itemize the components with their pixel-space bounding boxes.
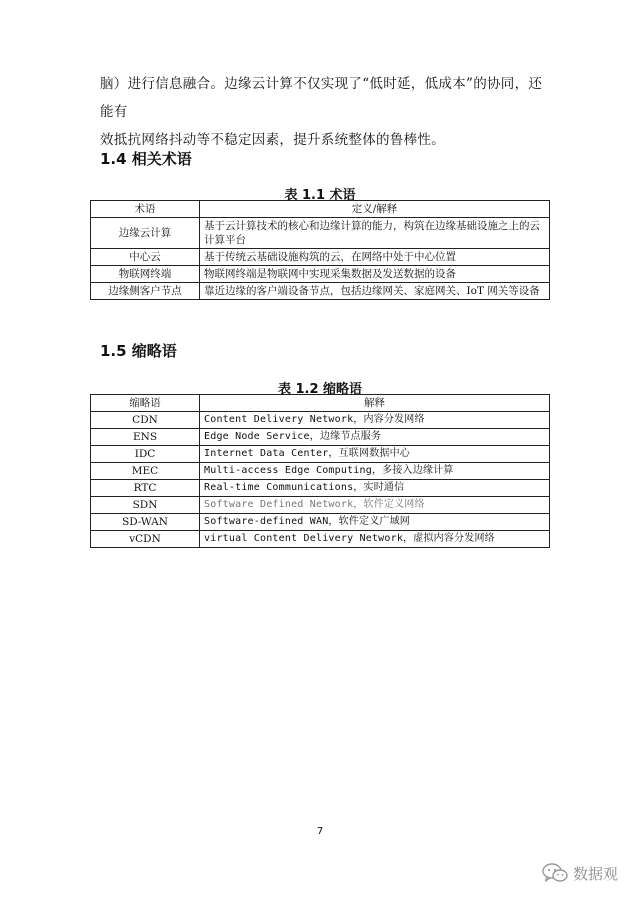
column-header-explanation: 解释: [200, 395, 550, 412]
table-row: [91, 514, 550, 531]
abbreviation-cell: IDC: [91, 446, 200, 463]
term-cell: 中心云: [91, 249, 200, 266]
table-row: [91, 266, 550, 283]
section-heading-terms: 1.4 相关术语: [100, 150, 192, 168]
explanation-cell: Content Delivery Network，内容分发网络: [200, 412, 550, 429]
definition-cell: 物联网终端是物联网中实现采集数据及发送数据的设备: [200, 266, 550, 283]
table-row: [91, 463, 550, 480]
abbreviations-table: [90, 394, 550, 548]
definition-cell: 基于传统云基础设施构筑的云，在网络中处于中心位置: [200, 249, 550, 266]
table-row: [91, 429, 550, 446]
abbreviation-cell: vCDN: [91, 531, 200, 548]
table-row: [91, 249, 550, 266]
abbreviation-cell: CDN: [91, 412, 200, 429]
page-number: 7: [316, 826, 324, 837]
table-header-row: [91, 201, 550, 218]
terms-table: [90, 200, 550, 300]
table-row: [91, 497, 550, 514]
table-header-row: [91, 395, 550, 412]
abbreviation-cell: SD-WAN: [91, 514, 200, 531]
explanation-cell: Edge Node Service，边缘节点服务: [200, 429, 550, 446]
explanation-cell: Real-time Communications，实时通信: [200, 480, 550, 497]
explanation-cell: virtual Content Delivery Network，虚拟内容分发网络: [200, 531, 550, 548]
watermark: [541, 862, 618, 884]
table-caption-abbreviations: 表 1.2 缩略语: [277, 382, 363, 397]
table-row: [91, 480, 550, 497]
explanation-cell: Multi-access Edge Computing，多接入边缘计算: [200, 463, 550, 480]
abbreviation-cell: ENS: [91, 429, 200, 446]
paragraph-line: 效抵抗网络抖动等不稳定因素，提升系统整体的鲁棒性。: [100, 132, 445, 148]
table-row: [91, 531, 550, 548]
abbreviation-cell: RTC: [91, 480, 200, 497]
term-cell: 物联网终端: [91, 266, 200, 283]
explanation-cell: Software Defined Network，软件定义网络: [200, 497, 550, 514]
table-row: [91, 412, 550, 429]
table-caption-terms: 表 1.1 术语: [284, 188, 356, 203]
definition-cell: 靠近边缘的客户端设备节点，包括边缘网关、家庭网关、IoT 网关等设备: [200, 283, 550, 300]
column-header-term: 术语: [91, 201, 200, 218]
explanation-cell: Software-defined WAN，软件定义广域网: [200, 514, 550, 531]
watermark-text: 数据观: [572, 864, 618, 883]
body-paragraph: [100, 70, 550, 154]
wechat-icon: [541, 862, 569, 884]
definition-cell: 基于云计算技术的核心和边缘计算的能力，构筑在边缘基础设施之上的云计算平台: [200, 218, 550, 249]
abbreviation-cell: MEC: [91, 463, 200, 480]
column-header-definition: 定义/解释: [200, 201, 550, 218]
term-cell: 边缘云计算: [91, 218, 200, 249]
table-row: [91, 283, 550, 300]
column-header-abbreviation: 缩略语: [91, 395, 200, 412]
table-row: [91, 218, 550, 249]
paragraph-line: 脑）进行信息融合。边缘云计算不仅实现了“低时延，低成本”的协同，还能有: [100, 76, 543, 120]
abbreviation-cell: SDN: [91, 497, 200, 514]
explanation-cell: Internet Data Center，互联网数据中心: [200, 446, 550, 463]
section-heading-abbreviations: 1.5 缩略语: [100, 342, 177, 360]
table-row: [91, 446, 550, 463]
term-cell: 边缘侧客户节点: [91, 283, 200, 300]
